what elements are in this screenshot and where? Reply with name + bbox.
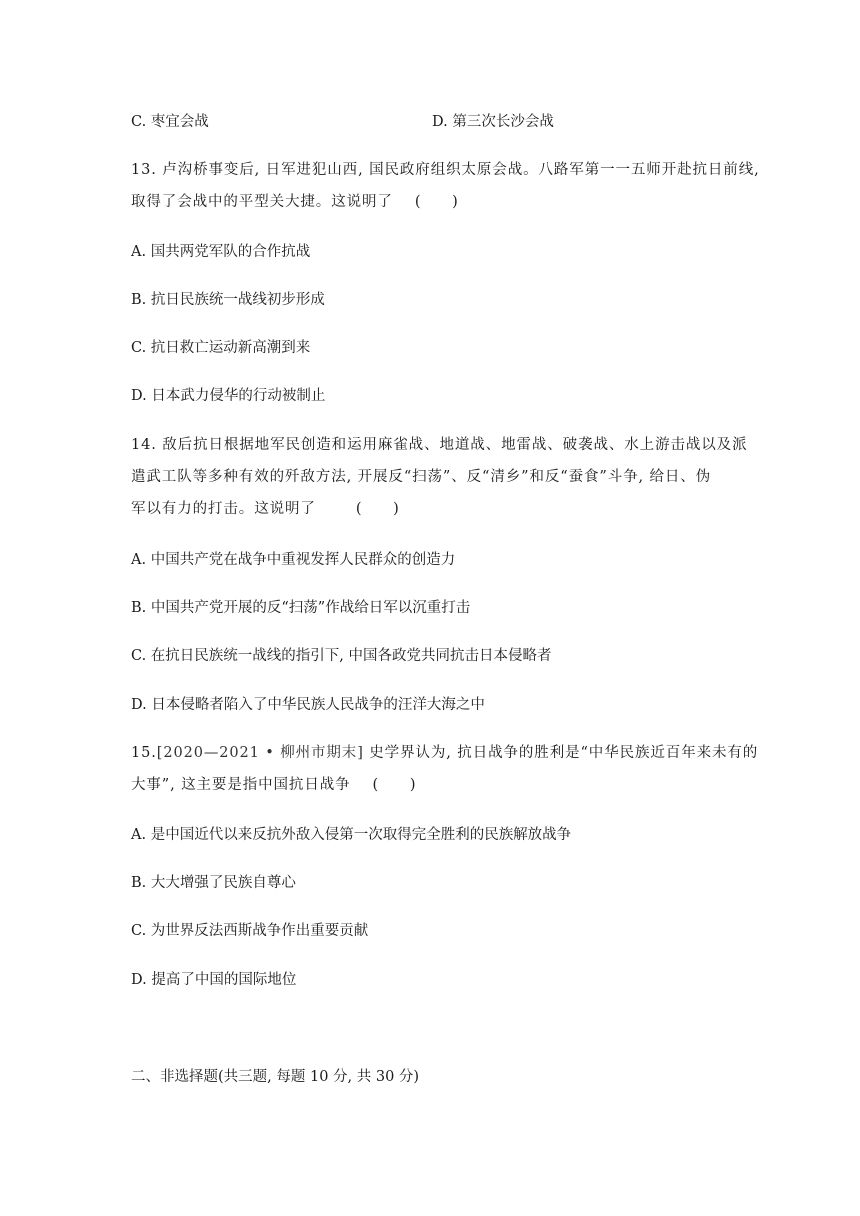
q13-answer-blank: ( ) bbox=[414, 194, 459, 210]
q14-stem-line1: 14. 敌后抗日根据地军民创造和运用麻雀战、地道战、地雷战、破袭战、水上游击战以及派 bbox=[131, 437, 748, 453]
q13-option-a: A. 国共两党军队的合作抗战 bbox=[131, 244, 311, 260]
q12-option-d: D. 第三次长沙会战 bbox=[432, 114, 554, 130]
q15-option-d: D. 提高了中国的国际地位 bbox=[131, 972, 297, 988]
q13-option-d: D. 日本武力侵华的行动被制止 bbox=[131, 388, 326, 404]
section-2-heading: 二、非选择题(共三题, 每题 10 分, 共 30 分) bbox=[131, 1069, 420, 1085]
q15-stem-line2-text: 大事”, 这主要是指中国抗日战争 bbox=[131, 777, 351, 793]
q14-stem-line2: 遣武工队等多种有效的歼敌方法, 开展反“扫荡”、反“清乡”和反“蚕食”斗争, 给日、伪 bbox=[131, 469, 712, 485]
q12-option-c: C. 枣宜会战 bbox=[131, 114, 209, 130]
q14-option-c: C. 在抗日民族统一战线的指引下, 中国各政党共同抗击日本侵略者 bbox=[131, 648, 552, 664]
q14-answer-blank: ( ) bbox=[355, 501, 400, 517]
q13-option-c: C. 抗日救亡运动新高潮到来 bbox=[131, 340, 311, 356]
q15-option-a: A. 是中国近代以来反抗外敌入侵第一次取得完全胜利的民族解放战争 bbox=[131, 827, 572, 843]
q15-number: 15. bbox=[131, 745, 157, 761]
q14-option-b: B. 中国共产党开展的反“扫荡”作战给日军以沉重打击 bbox=[131, 600, 471, 616]
q14-option-a: A. 中国共产党在战争中重视发挥人民群众的创造力 bbox=[131, 552, 456, 568]
q13-stem-line2-text: 取得了会战中的平型关大捷。这说明了 bbox=[131, 194, 393, 210]
q13-stem-line1: 13. 卢沟桥事变后, 日军进犯山西, 国民政府组织太原会战。八路军第一一五师开赴抗日前线, bbox=[131, 162, 760, 178]
q15-stem-line1 bbox=[131, 743, 758, 763]
q15-stem-line1-text: 史学界认为, 抗日战争的胜利是“中华民族近百年来未有的 bbox=[369, 745, 759, 761]
q14-stem-line3-text: 军以有力的打击。这说明了 bbox=[131, 501, 316, 517]
q15-answer-blank: ( ) bbox=[372, 777, 417, 793]
q14-option-d: D. 日本侵略者陷入了中华民族人民战争的汪洋大海之中 bbox=[131, 697, 485, 713]
q15-option-b: B. 大大增强了民族自尊心 bbox=[131, 875, 296, 891]
q13-stem-line2 bbox=[131, 192, 459, 212]
q15-source-tag: [2020—2021 • 柳州市期末] bbox=[156, 745, 364, 761]
q15-option-c: C. 为世界反法西斯战争作出重要贡献 bbox=[131, 923, 369, 939]
q15-stem-line2 bbox=[131, 775, 416, 795]
q13-option-b: B. 抗日民族统一战线初步形成 bbox=[131, 292, 325, 308]
q14-stem-line3 bbox=[131, 499, 400, 519]
